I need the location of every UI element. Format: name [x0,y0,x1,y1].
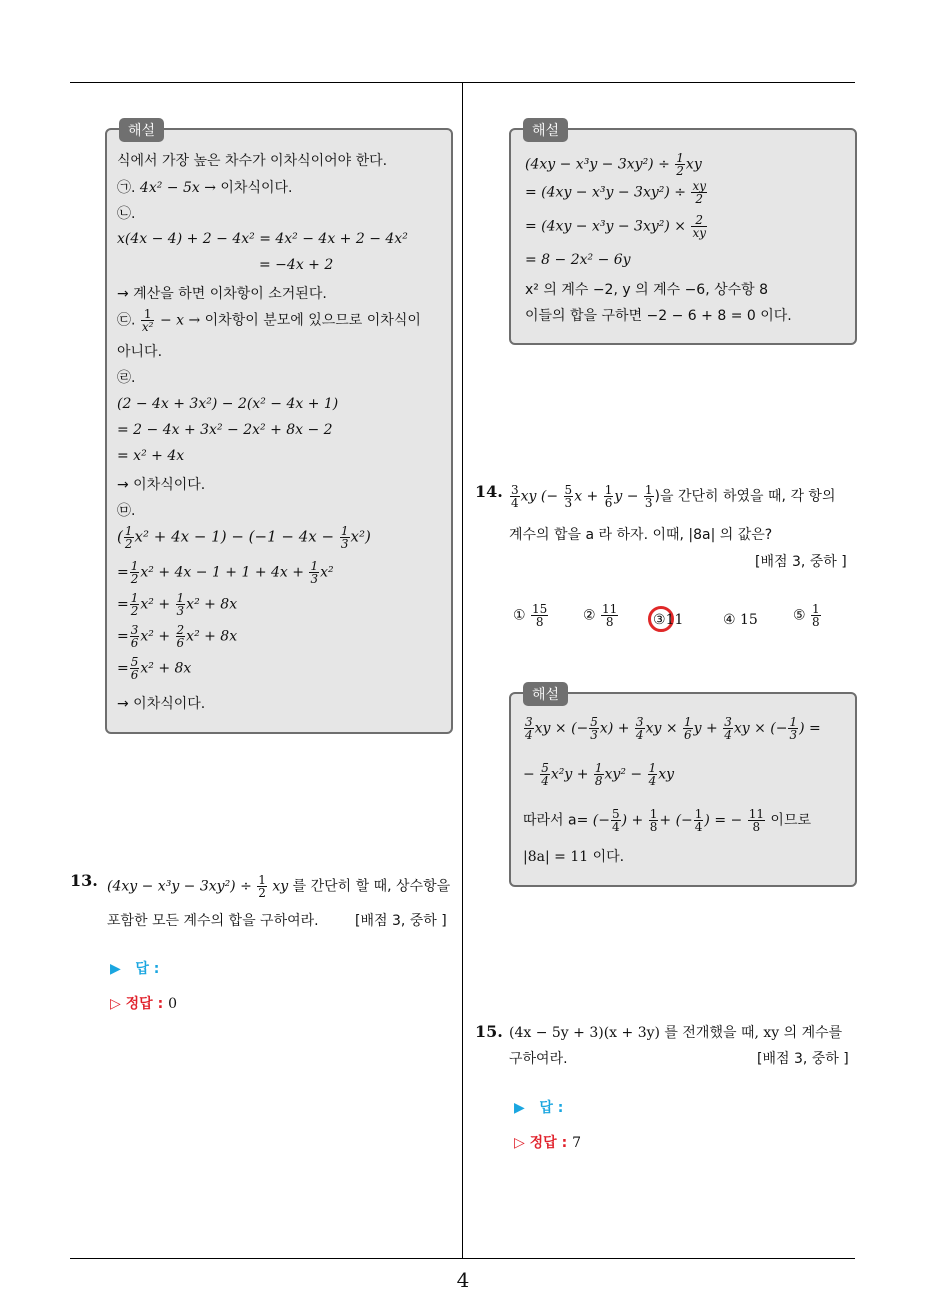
solution-line: ㉡. [117,206,136,222]
outline-play-icon: ▷ [110,996,121,1012]
question-15-text: (4x − 5y + 3)(x + 3y) 를 전개했을 때, xy 의 계수를 [509,1025,843,1041]
question-number: 14. [475,482,503,501]
score-label: [배점 3, 중하 ] [755,554,847,570]
page-number: 4 [456,1268,470,1292]
solution-line: = (4xy − x³y − 3xy²) ÷ $\frac{xy}{2}$ [525,179,706,206]
question-number: 13. [70,871,98,890]
solution-tag: 해설 [523,118,568,142]
choice-5[interactable]: ⑤ $\frac{1}{8}$ [793,602,820,629]
solution-line: = −4x + 2 [259,257,334,273]
solution-line: |8a| = 11 이다. [523,849,625,865]
solution-line: → 이차식이다. [117,477,206,493]
fraction: $\frac{1}{\text{x²}}$ [141,307,154,334]
solution-line: ( $\frac{1}{2}$ x² + 4x − 1) − (−1 − 4x − $\frac{1}{3}$ x²) [117,524,371,551]
correct-answer-row: ▷ 정답 : 0 [110,996,177,1012]
question-14-text: $\frac{3}{4}$ xy (− $\frac{5}{3}$ x + $\frac{1}{6}$ y − $\frac{1}{3}$ )을 간단히 하였을 때, 각 항의 [511,483,836,510]
column-separator [462,83,463,1259]
solution-line: ㉤. [117,503,136,519]
question-14-text-2: 계수의 합을 a 라 하자. 이때, |8a| 의 값은? [509,527,773,543]
outline-play-icon: ▷ [514,1135,525,1151]
solution-box-14 [509,687,857,887]
solution-line: = (4xy − x³y − 3xy²) × $\frac{2}{xy}$ [525,213,706,240]
question-number: 15. [475,1022,503,1041]
solution-line: − $\frac{5}{4}$ x²y + $\frac{1}{8}$ xy² − $\frac{1}{4}$ xy [523,761,675,788]
score-label: [배점 3, 중하 ] [355,913,447,929]
answer-row: ▶ 답 : [514,1100,564,1116]
play-icon: ▶ [110,961,121,977]
solution-line: = 2 − 4x + 3x² − 2x² + 8x − 2 [117,422,333,438]
solution-line: x² 의 계수 −2, y 의 계수 −6, 상수항 8 [525,282,769,298]
solution-line: = $\frac{1}{2}$ x² + 4x − 1 + 1 + 4x + $\frac{1}{3}$ x² [117,559,334,586]
choice-1[interactable]: ① $\frac{15}{8}$ [513,602,548,629]
score-label: [배점 3, 중하 ] [757,1051,849,1067]
solution-line: 따라서 a= (− $\frac{5}{4}$ ) + $\frac{1}{8}$ + (− $\frac{1}{4}$ ) = − $\frac{11}{8}$ 이므로 [523,807,811,834]
play-icon: ▶ [514,1100,525,1116]
bottom-rule [70,1258,855,1259]
choice-2[interactable]: ② $\frac{11}{8}$ [583,602,618,629]
choice-4[interactable]: ④ 15 [723,612,758,628]
question-13-text-2: 포함한 모든 계수의 합을 구하여라. [107,913,319,929]
solution-line: → 이차식이다. [117,696,206,712]
solution-line: 이들의 합을 구하면 −2 − 6 + 8 = 0 이다. [525,308,792,324]
solution-line: → 계산을 하면 이차항이 소거된다. [117,286,327,302]
solution-line: ㉣. [117,370,136,386]
solution-line: $\frac{3}{4}$ xy × (− $\frac{5}{3}$ x) + $\frac{3}{4}$ xy × $\frac{1}{6}$ y + $\frac{3}{4}$ xy × (− $\frac{1}{3}$ ) = [525,715,821,742]
solution-line: 식에서 가장 높은 차수가 이차식이어야 한다. [117,153,388,169]
solution-line: = $\frac{3}{6}$ x² + $\frac{2}{6}$ x² + 8x [117,623,238,650]
solution-line: (4xy − x³y − 3xy²) ÷ $\frac{1}{2}$ xy [525,151,702,178]
solution-line: = $\frac{5}{6}$ x² + 8x [117,655,192,682]
question-13-text: (4xy − x³y − 3xy²) ÷ $\frac{1}{2}$ xy 를 간단히 할 때, 상수항을 [107,873,451,900]
solution-tag: 해설 [523,682,568,706]
question-15-text-2: 구하여라. [509,1051,568,1067]
answer-row: ▶ 답 : [110,961,160,977]
solution-line: 아니다. [117,344,163,360]
choice-3[interactable]: ③11 [653,612,684,628]
solution-line: ㉢. $\frac{1}{\text{x²}}$ − x → 이차항이 분모에 있으므로 이차식이 [117,307,421,334]
solution-line: x(4x − 4) + 2 − 4x² = 4x² − 4x + 2 − 4x² [117,231,408,247]
solution-line: = x² + 4x [117,448,185,464]
correct-answer-row: ▷ 정답 : 7 [514,1135,581,1151]
solution-box-13 [509,123,857,345]
solution-line: (2 − 4x + 3x²) − 2(x² − 4x + 1) [117,396,339,412]
solution-box-12 [105,123,453,734]
solution-line: = $\frac{1}{2}$ x² + $\frac{1}{3}$ x² + 8x [117,591,238,618]
solution-tag: 해설 [119,118,164,142]
solution-line: = 8 − 2x² − 6y [525,252,631,268]
solution-line: ㉠. 4x² − 5x → 이차식이다. [117,180,293,196]
